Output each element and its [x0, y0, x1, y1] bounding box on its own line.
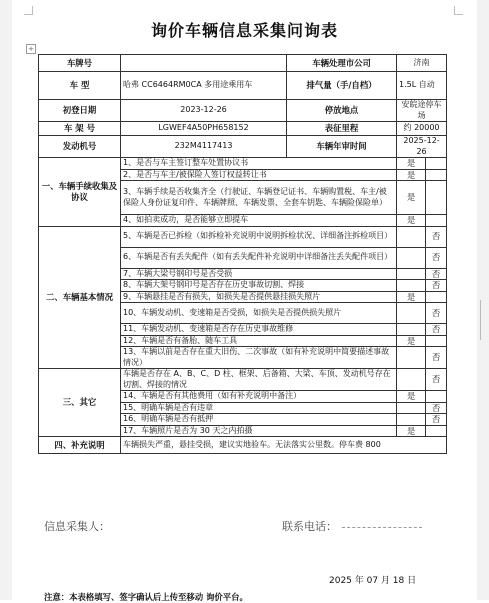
section-title: 三、其它: [39, 369, 121, 437]
question-text: 13、车辆以前是否存在重大旧伤、二次事故（如有补充说明中简要描述事故情况）: [121, 347, 397, 369]
answer-yes-cell[interactable]: [397, 280, 426, 292]
plate-value[interactable]: [121, 55, 287, 72]
question-row: [39, 158, 447, 170]
phone-underline: [342, 527, 422, 528]
answer-yes-cell[interactable]: [397, 226, 426, 247]
inquiry-form-table: [38, 54, 447, 454]
answer-yes-cell[interactable]: [397, 369, 426, 391]
answer-no-cell[interactable]: [426, 215, 447, 227]
question-text: 车辆是否存在 A、B、C、D 柱、框架、后备箱、大梁、车顶、发动机号存在切割、焊接的情况: [121, 369, 397, 391]
answer-yes-cell[interactable]: 是: [397, 169, 426, 181]
answer-no-cell[interactable]: 否: [426, 268, 447, 280]
annual-label: 车辆年审时间: [287, 136, 397, 158]
answer-yes-cell[interactable]: 是: [397, 391, 426, 403]
answer-no-cell[interactable]: [426, 181, 447, 215]
answer-yes-cell[interactable]: 是: [397, 425, 426, 437]
answer-no-cell[interactable]: [426, 158, 447, 170]
question-text: 4、如拍卖成功，是否能够立即提车: [121, 215, 397, 227]
answer-yes-cell[interactable]: [397, 347, 426, 369]
answer-no-cell[interactable]: 否: [426, 402, 447, 414]
engine-label: 发动机号: [39, 136, 121, 158]
engine-value[interactable]: 232M4117413: [121, 136, 287, 158]
question-text: 10、车辆发动机、变速箱是否受损，如损失是否提供损失照片: [121, 303, 397, 324]
answer-no-cell[interactable]: 否: [426, 324, 447, 336]
sign-date: 2025 年 07 月 18 日: [329, 576, 417, 586]
question-row: [39, 226, 447, 247]
parking-label: 停放地点: [287, 100, 397, 122]
question-text: 8、车辆大架号钢印号是否存在历史事故切割、焊接: [121, 280, 397, 292]
question-text: 9、车辆悬挂是否有损失，如损失是否提供悬挂损失照片: [121, 291, 397, 303]
reg-date-value[interactable]: 2023-12-26: [121, 100, 287, 122]
answer-yes-cell[interactable]: [397, 247, 426, 268]
question-text: 15、明确车辆是否有违章: [121, 402, 397, 414]
answer-no-cell[interactable]: 否: [426, 280, 447, 292]
collector-label: 信息采集人：: [44, 520, 110, 533]
question-text: 6、车辆是否有丢失配件（如有丢失配件补充说明中详细备注丢失配件项目）: [121, 247, 397, 268]
displacement-label: 排气量（手/自档）: [287, 72, 397, 100]
answer-no-cell[interactable]: 否: [426, 303, 447, 324]
answer-no-cell[interactable]: 否: [426, 226, 447, 247]
scroll-thumb[interactable]: [480, 300, 487, 340]
answer-yes-cell[interactable]: 是: [397, 215, 426, 227]
section-title: 一、车辆手续收集及协议: [39, 158, 121, 227]
reg-date-label: 初登日期: [39, 100, 121, 122]
footnote: [44, 591, 248, 603]
location-value[interactable]: 济南: [397, 55, 447, 72]
vin-value[interactable]: LGWEF4A50PH658152: [121, 122, 287, 136]
answer-no-cell[interactable]: [426, 335, 447, 347]
answer-yes-cell[interactable]: [397, 324, 426, 336]
question-text: 14、车辆是否有其他费用（如有补充说明中备注）: [121, 391, 397, 403]
question-text: 12、车辆是否有备胎、随车工具: [121, 335, 397, 347]
section-title: 二、车辆基本情况: [39, 226, 121, 369]
table-move-handle-icon[interactable]: +: [26, 44, 36, 54]
page-title: 询价车辆信息采集问询表: [150, 21, 338, 40]
model-label: 车 型: [39, 72, 121, 100]
mileage-label: 表征里程: [287, 122, 397, 136]
question-text: 7、车辆大梁号钢印号是否受损: [121, 268, 397, 280]
answer-no-cell[interactable]: 否: [426, 347, 447, 369]
left-margin: [0, 0, 12, 600]
answer-no-cell[interactable]: 否: [426, 369, 447, 391]
supplement-title: 四、补充说明: [39, 437, 121, 454]
answer-yes-cell[interactable]: [397, 268, 426, 280]
supplement-row: [39, 437, 447, 454]
answer-yes-cell[interactable]: [397, 402, 426, 414]
answer-no-cell[interactable]: 否: [426, 247, 447, 268]
question-text: 16、明确车辆是否有抵押: [121, 414, 397, 426]
page-corner-mark: [24, 6, 33, 15]
answer-yes-cell[interactable]: 是: [397, 158, 426, 170]
answer-yes-cell[interactable]: 是: [397, 181, 426, 215]
answer-no-cell[interactable]: 否: [426, 414, 447, 426]
supplement-text[interactable]: 车辆损失严重，悬挂受损，建议实地验车。无法落实公里数。停车费 800: [121, 437, 447, 454]
right-scrollbar[interactable]: [477, 0, 489, 600]
answer-yes-cell[interactable]: [397, 414, 426, 426]
question-text: 5、车辆是否已拆检（如拆检补充说明中说明拆检状况、详细备注拆检项目）: [121, 226, 397, 247]
vin-label: 车 架 号: [39, 122, 121, 136]
answer-yes-cell[interactable]: [397, 303, 426, 324]
answer-no-cell[interactable]: [426, 391, 447, 403]
page-corner-mark: [454, 6, 463, 15]
answer-yes-cell[interactable]: 是: [397, 291, 426, 303]
question-text: 11、车辆发动机、变速箱是否存在历史事故维修: [121, 324, 397, 336]
annual-value[interactable]: 2025-12-26: [397, 136, 447, 158]
plate-label: 车牌号: [39, 55, 121, 72]
displacement-value[interactable]: 1.5L 自动: [397, 72, 447, 100]
answer-no-cell[interactable]: [426, 425, 447, 437]
mileage-value[interactable]: 约 20000: [397, 122, 447, 136]
question-row: [39, 369, 447, 391]
footnote-text: 注意：本表格填写、签字确认后上传至移动 询价平台。: [44, 592, 248, 602]
parking-value[interactable]: 安皖途停车场: [397, 100, 447, 122]
location-label: 车辆处理市公司: [287, 55, 397, 72]
question-text: 17、车辆照片是否为 30 天之内拍摄: [121, 425, 397, 437]
question-text: 1、是否与车主签订整车处置协议书: [121, 158, 397, 170]
phone-label: 联系电话：: [282, 520, 337, 533]
question-text: 2、是否与车主/被保险人签订权益转让书: [121, 169, 397, 181]
answer-no-cell[interactable]: [426, 169, 447, 181]
question-text: 3、车辆手续是否收集齐全（行驶证、车辆登记证书、车辆购置税、车主/被保险人身份证复印件、车辆牌照、车辆发票、全套车钥匙、车辆险保险单）: [121, 181, 397, 215]
answer-no-cell[interactable]: [426, 291, 447, 303]
answer-yes-cell[interactable]: 是: [397, 335, 426, 347]
model-value[interactable]: 哈弗 CC6464RM0CA 多用途乘用车: [121, 72, 287, 100]
